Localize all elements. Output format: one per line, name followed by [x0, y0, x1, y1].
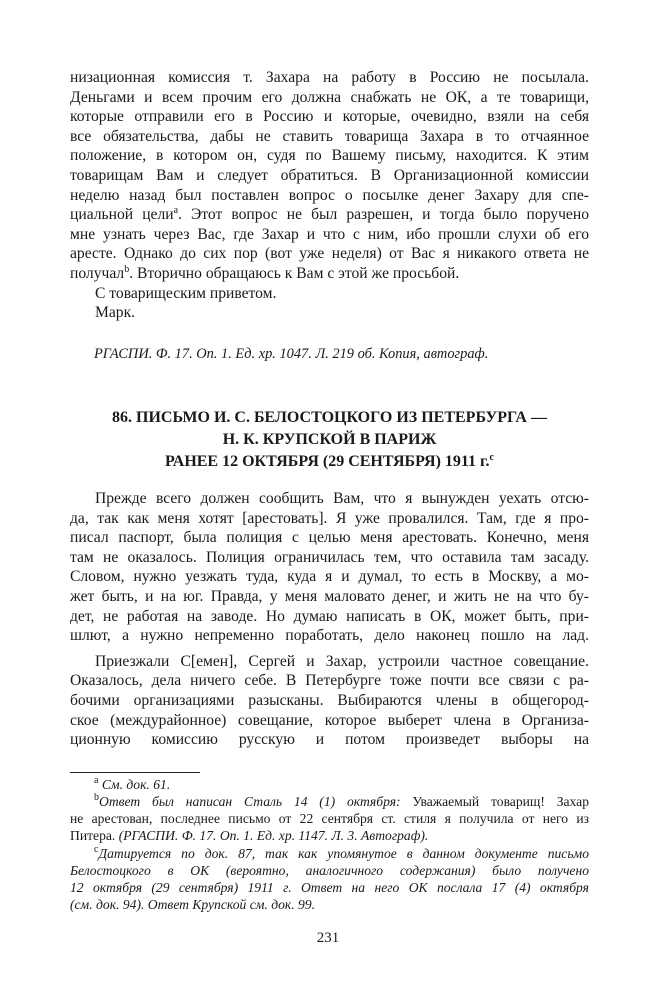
footnote-line: 12 октября (29 сентября) 1911 г. Ответ на него ОК послала 17 (4) октября — [70, 880, 589, 895]
footnote-marker: a — [94, 775, 99, 786]
text-line: Оказалось, дела ничего себе. В Петербурге тоже почти все связи с ра- — [70, 672, 589, 690]
text-line: Словом, нужно уезжать туда, куда я и думал, то есть в Москву, а мо- — [70, 568, 589, 586]
archival-reference: РГАСПИ. Ф. 17. Оп. 1. Ед. хр. 1047. Л. 219 об. Копия, автограф. — [94, 346, 489, 362]
footnote-marker: b — [94, 792, 99, 803]
text-line — [70, 264, 589, 284]
text-line: ское (междурайонное) совещание, которое выберет члена в Организа- — [70, 711, 589, 729]
footnote-ref-c[interactable]: c — [489, 452, 494, 463]
footnote-c — [70, 845, 589, 913]
text-line: неделю назад был поставлен вопрос о посылке денег Захару для спе- — [70, 186, 589, 204]
text-line — [70, 205, 589, 225]
closing-line: С товарищеским приветом. — [95, 284, 277, 302]
heading-line: 86. ПИСЬМО И. С. БЕЛОСТОЦКОГО ИЗ ПЕТЕРБУРГА — — [112, 409, 547, 426]
top-text-block — [70, 68, 589, 323]
heading-line — [70, 451, 589, 473]
text-line: положение, в котором он, судя по Вашему письму, находится. К этим — [70, 147, 589, 165]
footnote-ref-b[interactable]: b — [124, 263, 130, 275]
footnote-line — [70, 776, 589, 793]
text-line: которые отправили его в Россию и которые, очевидно, взяли на себя — [70, 108, 589, 126]
text-line: Деньгами и всем прочим его должна снабжать не ОК, а те товарищи, — [70, 88, 589, 106]
text-line: там не оказалось. Полиция ограничилась тем, что оставила там засаду. — [70, 548, 589, 566]
footnote-text: Датируется по док. 87, так как упомянутое в данном документе письмо — [98, 846, 589, 861]
signature: Марк. — [95, 304, 136, 322]
text-line: дет, не работая на заводе. Но думаю написать в ОК, может быть, при- — [70, 607, 589, 625]
footnote-line: (см. док. 94). Ответ Крупской см. док. 99. — [70, 897, 316, 912]
heading-date: РАНЕЕ 12 ОКТЯБРЯ (29 СЕНТЯБРЯ) 1911 г. — [165, 453, 490, 470]
document-heading — [70, 407, 589, 473]
footnote-text: См. док. 61. — [101, 777, 171, 792]
footnote-b — [70, 793, 589, 844]
footnote-text: Уважаемый товарищ! Захар — [400, 794, 590, 809]
footnote-line — [70, 845, 589, 862]
text-line: ционную комиссию русскую и потом произведет выборы на — [70, 731, 589, 749]
text-line: Приезжали С[емен], Сергей и Захар, устроили частное совещание. — [95, 652, 589, 670]
text-line: жет быть, и на юг. Правда, у меня маловато денег, и жить не на что бу- — [70, 587, 589, 605]
footnote-line: не арестован, последнее письмо от 22 сентября ст. стиля я получила от него из — [70, 811, 589, 826]
text-line: все обязательства, дабы не ставить товарища Захара в то отчаянное — [70, 127, 589, 145]
text-line: да, так как меня хотят [арестовать]. Я уже провалился. Там, где я про- — [70, 509, 589, 527]
footnote-a — [70, 776, 589, 793]
text-line: мне узнать через Вас, где Захар и что с ним, ибо прошли слухи об его — [70, 225, 589, 243]
footnote-divider — [70, 772, 200, 773]
text-fragment: . Этот вопрос не был разрешен, и тогда было поручено — [178, 206, 589, 224]
footnote-marker: c — [94, 844, 99, 855]
text-fragment: . Вторично обращаюсь к Вам с этой же просьбой. — [129, 264, 460, 282]
text-fragment: циальной цели — [70, 206, 174, 224]
footnote-line — [70, 827, 589, 844]
heading-line: Н. К. КРУПСКОЙ В ПАРИЖ — [222, 431, 437, 448]
text-line: товарищам Вам и следует обратиться. В Организационной комиссии — [70, 166, 589, 184]
text-line: аресте. Однако до сих пор (вот уже неделя) от Вас я никакого ответа не — [70, 245, 589, 263]
text-line: низационная комиссия т. Захара на работу в Россию не посылала. — [70, 69, 589, 86]
footnote-line: Белостоцкого в ОК (вероятно, аналогичного содержания) было получено — [70, 863, 589, 878]
letter-text — [70, 489, 589, 750]
footnote-ref-a[interactable]: a — [173, 205, 179, 217]
text-line: шлют, а нужно непременно поработать, дело наконец пошло на лад. — [70, 627, 589, 645]
text-line: писал паспорт, была полиция с целью меня арестовать. Конечно, меня — [70, 529, 589, 547]
text-line: Прежде всего должен сообщить Вам, что я вынужден уехать отсю- — [95, 490, 589, 507]
footnote-text: Ответ был написан Сталь 14 (1) октября: — [99, 794, 401, 809]
footnote-text: Питера. — [70, 828, 119, 843]
text-line: бочими организациями разысканы. Выбираются члены в общегород- — [70, 691, 589, 709]
page-number: 231 — [316, 930, 340, 946]
footnote-text: (РГАСПИ. Ф. 17. Оп. 1. Ед. хр. 1147. Л. 3. Автограф). — [118, 828, 429, 843]
footnote-line — [70, 793, 589, 810]
text-fragment: получал — [70, 264, 125, 282]
